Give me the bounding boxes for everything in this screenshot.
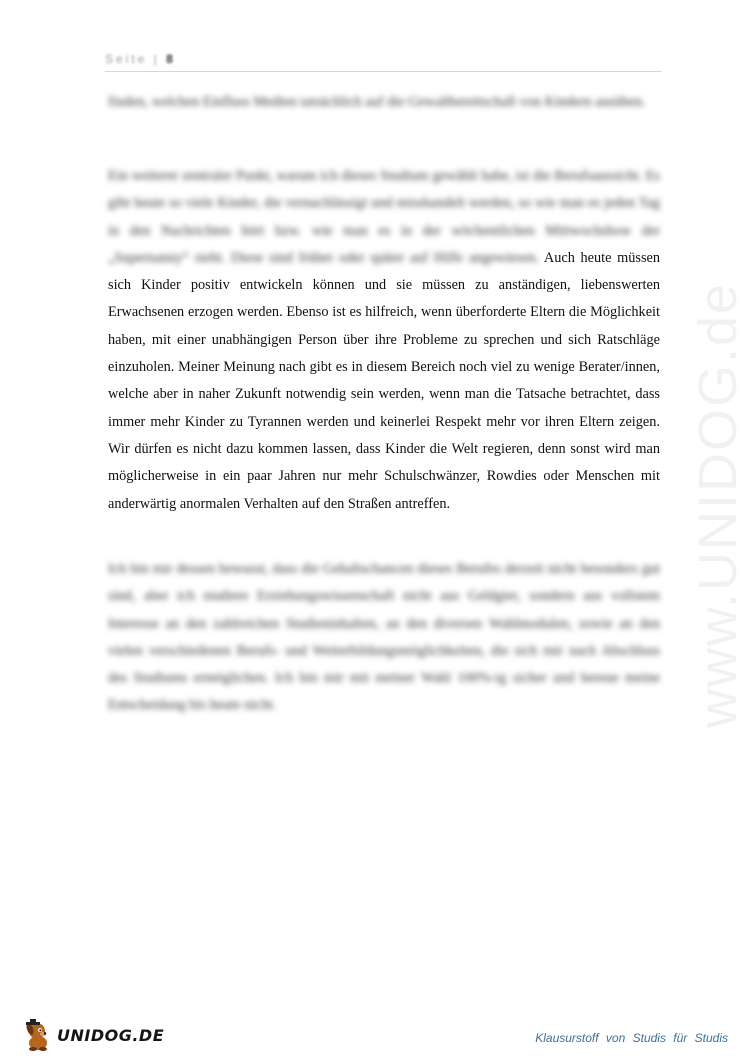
- watermark: www.UNIDOG.de: [688, 281, 748, 729]
- logo-text: UNIDOG.DE: [57, 1025, 165, 1045]
- paragraph-blurred-2: Ein weiterer zentraler Punkt, warum ich dieses Studium gewählt habe, ist die Berufsaussicht. Es gibt heute so viele Kinder, die vernachlässigt und misshandelt werden, so wie man es jeden Tag in den Nachrichten hört bzw. wie man es in der wöchentlichen Mittwochshow der „Supernanny“ sieht. Diese sind früher oder später auf Hilfe angewiesen.: [108, 168, 660, 266]
- paragraph-visible: Auch heute müssen sich Kinder positiv entwickeln können und sie müssen zu anständigen, liebenswerten Erwachsenen erzogen werden. Ebenso ist es hilfreich, wenn überforderte Eltern die Möglichkeit haben, mit einer unabhängigen Person über ihre Probleme zu sprechen und sich Ratschläge einzuholen. Meiner Meinung nach gibt es in diesem Bereich noch viel zu wenige Berater/innen, welche aber in naher Zukunft notwendig sein werden, wenn man die Tatsache betrachtet, dass immer mehr Kinder zu Tyrannen werden und keinerlei Respekt mehr vor ihren Eltern zeigen. Wir dürfen es nicht dazu kommen lassen, dass Kinder die Welt regieren, denn sonst wird man möglicherweise in ein paar Jahren nur mehr Schulschwänzer, Rowdies oder Menschen mit anderwärtig anormalen Verhalten auf den Straßen antreffen.: [108, 249, 660, 512]
- header-label: Seite |: [105, 52, 160, 66]
- paragraph-blurred-3: Ich bin mir dessen bewusst, dass die Gehaltschancen dieses Berufes derzeit nicht besonders gut sind, aber ich studiere Erziehungswissenschaft nicht aus Geldgier, sondern aus vollstem Interesse an den zahlreichen Studieninhalten, an den diversen Wahlmodulen, sowie an den vielen verschiedenen Berufs- und Weiterbildungsmöglichkeiten, die sich mir nach Abschluss des Studiums ermöglichen. Ich bin mir mit meiner Wahl 100%-ig sicher und bereue meine Entscheidung bis heute nicht.: [108, 561, 660, 714]
- paragraph-blurred-1: finden, welchen Einfluss Medien tatsächlich auf die Gewaltbereitschaft von Kindern ausüben.: [108, 94, 646, 110]
- dog-mascot-icon: [22, 1018, 56, 1052]
- paragraph-group: [108, 163, 660, 518]
- header-divider: [105, 71, 661, 72]
- page-number: 8: [166, 52, 173, 66]
- unidog-logo[interactable]: [22, 1018, 164, 1052]
- footer-slogan: Klausurstoff von Studis für Studis: [535, 1031, 728, 1045]
- page-header: [105, 52, 661, 66]
